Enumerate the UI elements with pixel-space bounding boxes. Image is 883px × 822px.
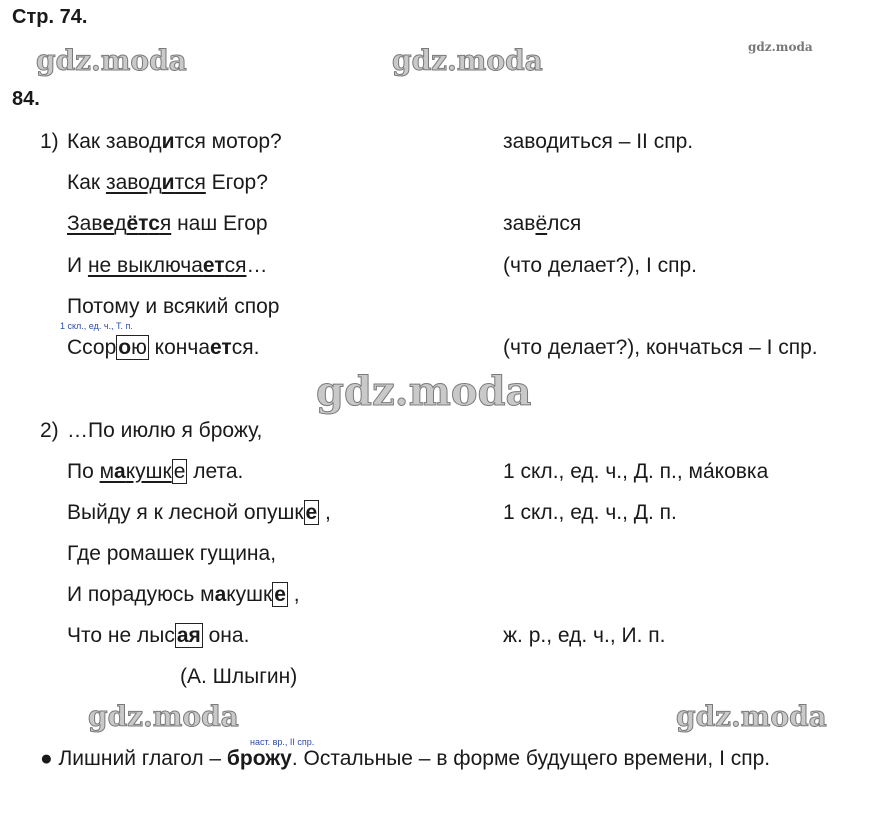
watermark: gdz.moda [36, 44, 187, 77]
poem-line: Потому и всякий спор [67, 295, 280, 318]
poem-line: Что не лысая она. [67, 624, 250, 647]
grammar-note: 1 скл., ед. ч., Д. п., ма́ковка [503, 460, 769, 483]
poem-line: И порадуюсь макушке , [67, 583, 300, 606]
grammar-note: ж. р., ед. ч., И. п. [503, 624, 666, 647]
conclusion-text: ● Лишний глагол – брожу. Остальные – в форме будущего времени, I спр. [40, 747, 771, 770]
poem-line: …По июлю я брожу, [67, 419, 263, 442]
small-annotation: наст. вр., II спр. [250, 737, 315, 747]
watermark: gdz.moda [748, 40, 813, 54]
grammar-note: заводиться – II спр. [503, 130, 694, 153]
poem-line: По макушке лета. [67, 460, 244, 483]
small-annotation: 1 скл., ед. ч., Т. п. [60, 321, 133, 331]
page-number: Стр. 74. [12, 6, 88, 28]
watermark: gdz.moda [392, 44, 543, 77]
watermark: gdz.moda [88, 700, 239, 733]
poem-line: Выйду я к лесной опушке , [67, 501, 331, 524]
watermark: gdz.moda [676, 700, 827, 733]
poem-line: Как заводится Егор? [67, 171, 268, 194]
grammar-note: 1 скл., ед. ч., Д. п. [503, 501, 677, 524]
poem-author: (А. Шлыгин) [180, 665, 298, 688]
watermark: gdz.moda [316, 368, 532, 415]
poem-line: Заведётся наш Егор [67, 212, 268, 235]
poem-line: Где ромашек гущина, [67, 542, 277, 565]
grammar-note: (что делает?), кончаться – I спр. [503, 336, 818, 359]
poem-line: Как заводится мотор? [67, 130, 282, 153]
poem-line: И не выключается… [67, 254, 268, 277]
grammar-note: завёлся [503, 212, 582, 235]
part2-number: 2) [40, 419, 59, 442]
poem-line: Ссорою кончается. [67, 336, 260, 359]
part1-number: 1) [40, 130, 59, 153]
exercise-number: 84. [12, 88, 40, 110]
grammar-note: (что делает?), I спр. [503, 254, 697, 277]
